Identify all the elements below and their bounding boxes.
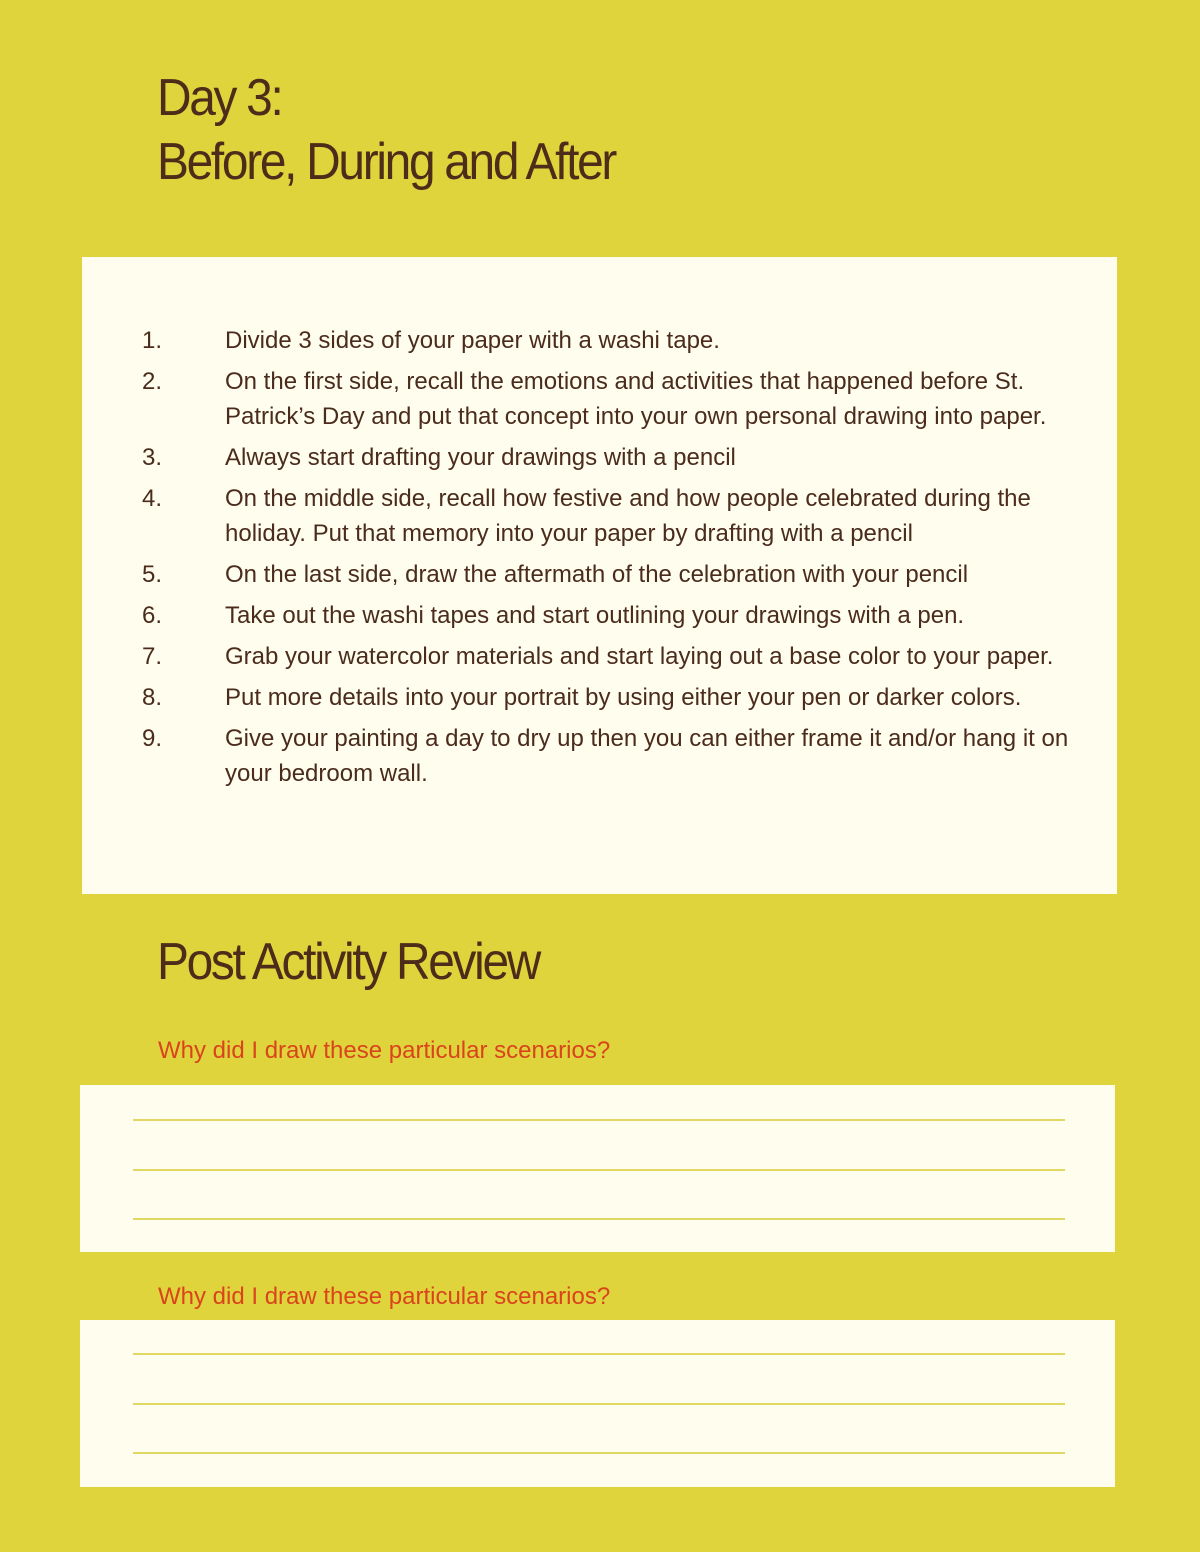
instructions-list — [82, 323, 1117, 797]
review-question-1: Why did I draw these particular scenarios? — [158, 1037, 611, 1064]
page-title-line-2: Before, During and After — [157, 133, 616, 191]
instructions-card — [82, 257, 1117, 894]
step-text: Divide 3 sides of your paper with a washi tape. — [225, 327, 720, 354]
step-number: 8. — [142, 684, 163, 711]
step-text: On the first side, recall the emotions and activities that happened before St. Patrick’s Day and put that concept into your own personal drawing into paper. — [225, 368, 1047, 430]
instruction-step — [82, 680, 1117, 715]
step-number: 3. — [142, 444, 163, 471]
answer-rule-line — [133, 1452, 1065, 1454]
step-number: 9. — [142, 725, 163, 752]
instruction-step — [82, 557, 1117, 592]
answer-rule-line — [133, 1218, 1065, 1220]
answer-area-2[interactable] — [80, 1320, 1115, 1487]
step-number: 1. — [142, 327, 163, 354]
step-number: 2. — [142, 368, 163, 395]
answer-rule-line — [133, 1169, 1065, 1171]
instruction-step — [82, 639, 1117, 674]
instruction-step — [82, 598, 1117, 633]
page-title — [157, 66, 615, 194]
step-number: 4. — [142, 485, 163, 512]
page-title-line-1: Day 3: — [157, 69, 282, 127]
step-text: Take out the washi tapes and start outlining your drawings with a pen. — [225, 602, 965, 629]
instruction-step — [82, 323, 1117, 358]
step-text: On the middle side, recall how festive and how people celebrated during the holiday. Put that memory into your paper by drafting with a pencil — [225, 485, 1031, 547]
instruction-step — [82, 364, 1117, 434]
step-number: 6. — [142, 602, 163, 629]
answer-area-1[interactable] — [80, 1085, 1115, 1252]
step-text: Put more details into your portrait by using either your pen or darker colors. — [225, 684, 1022, 711]
review-section-title: Post Activity Review — [157, 933, 540, 991]
review-question-2: Why did I draw these particular scenarios? — [158, 1283, 611, 1310]
step-text: Grab your watercolor materials and start laying out a base color to your paper. — [225, 643, 1054, 670]
step-number: 5. — [142, 561, 163, 588]
answer-rule-line — [133, 1403, 1065, 1405]
instruction-step — [82, 481, 1117, 551]
step-text: Give your painting a day to dry up then you can either frame it and/or hang it on your bedroom wall. — [225, 725, 1069, 787]
instruction-step — [82, 721, 1117, 791]
step-number: 7. — [142, 643, 163, 670]
step-text: On the last side, draw the aftermath of the celebration with your pencil — [225, 561, 969, 588]
answer-rule-line — [133, 1353, 1065, 1355]
answer-rule-line — [133, 1119, 1065, 1121]
instruction-step — [82, 440, 1117, 475]
step-text: Always start drafting your drawings with a pencil — [225, 444, 736, 471]
